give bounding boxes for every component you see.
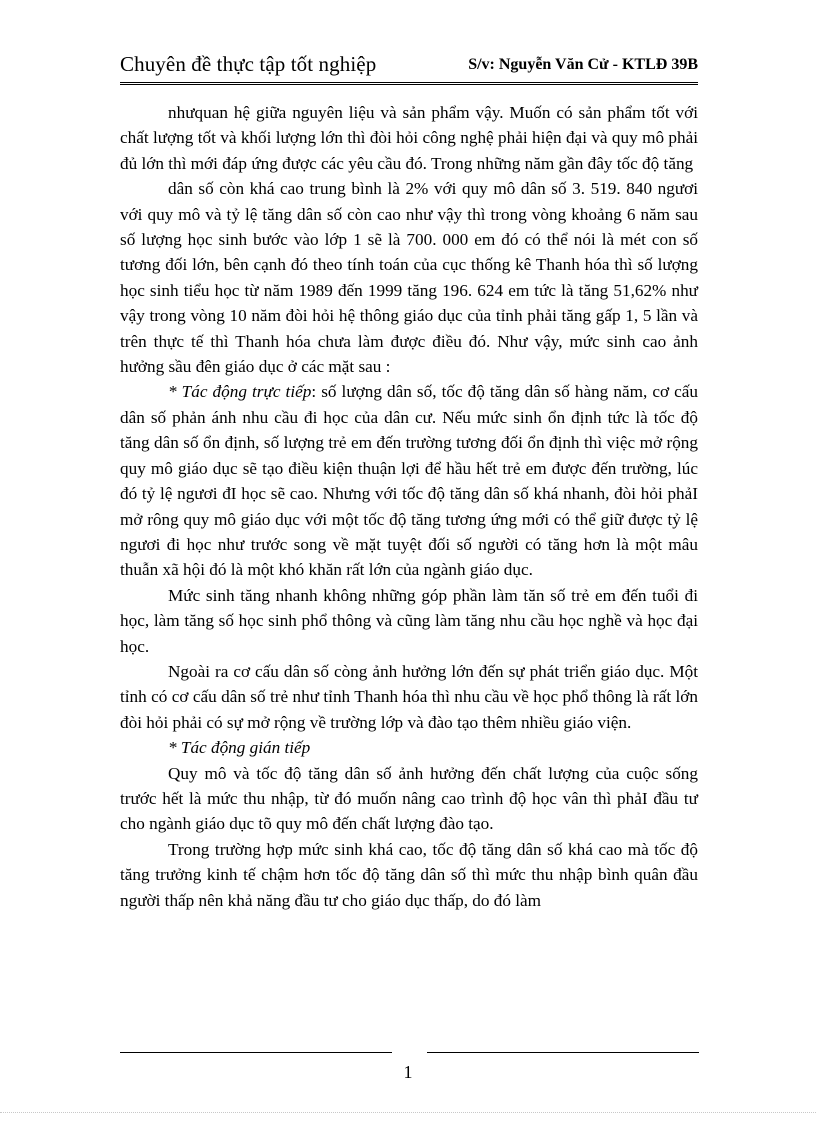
body-text xyxy=(120,100,698,913)
paragraph-2: dân số còn khá cao trung bình là 2% với quy mô dân số 3. 519. 840 ngươi với quy mô và tỷ lệ tăng dân số còn cao như vậy thì trong vòng khoảng 6 năm sau số lượng học sinh bước vào lớp 1 sẽ là 700. 000 em đó có thể nói là mét con số tương đối lớn, bên cạnh đó theo tính toán của cục thống kê Thanh hóa thì số lượng học sinh tiểu học từ năm 1989 đến 1999 tăng 196. 624 em tức là tăng 51,62% như vậy trong vòng 10 năm đòi hỏi hệ thông giáo dục của tỉnh phải tăng gấp 1, 5 lần và trên thực tế thì Thanh hóa chưa làm được điều đó. Như vậy, mức sinh cao ảnh hưởng sầu đên giáo dục ở các mặt sau : xyxy=(120,179,698,377)
paragraph-1: nhưquan hệ giữa nguyên liệu và sản phẩm vậy. Muốn có sản phẩm tốt với chất lượng tốt và khối lượng lớn thì đòi hỏi công nghệ phải hiện đại và quy mô phải đủ lớn thì mới đáp ứng được các yêu cầu đó. Trong những năm gần đây tốc độ tăng xyxy=(120,103,698,173)
page-edge-divider xyxy=(0,1112,816,1113)
page-header xyxy=(120,52,698,85)
paragraph-4: Mức sinh tăng nhanh không những góp phần làm tăn số trẻ em đến tuổi đi học, làm tăng số học sinh phổ thông và cũng làm tăng nhu cầu học nghề và học đại học. xyxy=(120,585,698,656)
paragraph-8: Trong trường hợp mức sinh khá cao, tốc độ tăng dân số khá cao mà tốc độ tăng trưởng kinh tế chậm hơn tốc độ tăng dân số thì mức thu nhập bình quân đầu người thấp nên khả năng đầu tư cho giáo dục thấp, do đó làm xyxy=(120,839,698,910)
paragraph-7: Quy mô và tốc độ tăng dân số ảnh hưởng đến chất lượng của cuộc sống trước hết là mức thu nhập, từ đó muốn nâng cao trình độ học vân thì phảI đầu tư cho ngành giáo dục tõ quy mô đến chất lượng đào tạo. xyxy=(120,763,698,834)
page-number: 1 xyxy=(403,1062,413,1082)
direct-impact-label: * Tác động trực tiếp xyxy=(168,382,312,402)
author-info: S/v: Nguyễn Văn Cử - KTLĐ 39B xyxy=(468,56,698,73)
footer-rule-right xyxy=(427,1052,699,1053)
direct-impact-text: : số lượng dân số, tốc độ tăng dân số hàng năm, cơ cấu dân số phản ánh nhu cầu đi học của dân cư. Nếu mức sinh ổn định tức là tốc độ tăng dân số ổn định, số lượng trẻ em đến trường tương đối ổn định thì việc mở rộng quy mô giáo dục sẽ tạo điều kiện thuận lợi để hầu hết trẻ em được đến trường, lúc đó tỷ lệ ngươi đI học sẽ cao. Nhưng với tốc độ tăng dân số khá nhanh, đòi hỏi phảI mở rông quy mô giáo dục với một tốc độ tăng tương ứng mới có thể giữ được tỷ lệ ngươi đi học như trước song về mặt tuyệt đối số người có tăng hơn là một mâu thuẫn xã hội đó là một khó khăn rất lớn của ngành giáo dục. xyxy=(120,382,698,580)
indirect-impact-label: * Tác động gián tiếp xyxy=(168,738,311,758)
document-title: Chuyên đề thực tập tốt nghiệp xyxy=(120,52,377,76)
footer-rule-left xyxy=(120,1052,392,1053)
paragraph-3 xyxy=(120,379,698,582)
paragraph-6 xyxy=(120,735,698,760)
paragraph-5: Ngoài ra cơ cấu dân số còng ảnh hưởng lớn đến sự phát triển giáo dục. Một tỉnh có cơ cấu dân số trẻ như tỉnh Thanh hóa thì nhu cầu về học phổ thông là rất lớn đòi hỏi phải có sự mở rộng về trường lớp và đào tạo thêm nhiều giáo viện. xyxy=(120,661,698,732)
